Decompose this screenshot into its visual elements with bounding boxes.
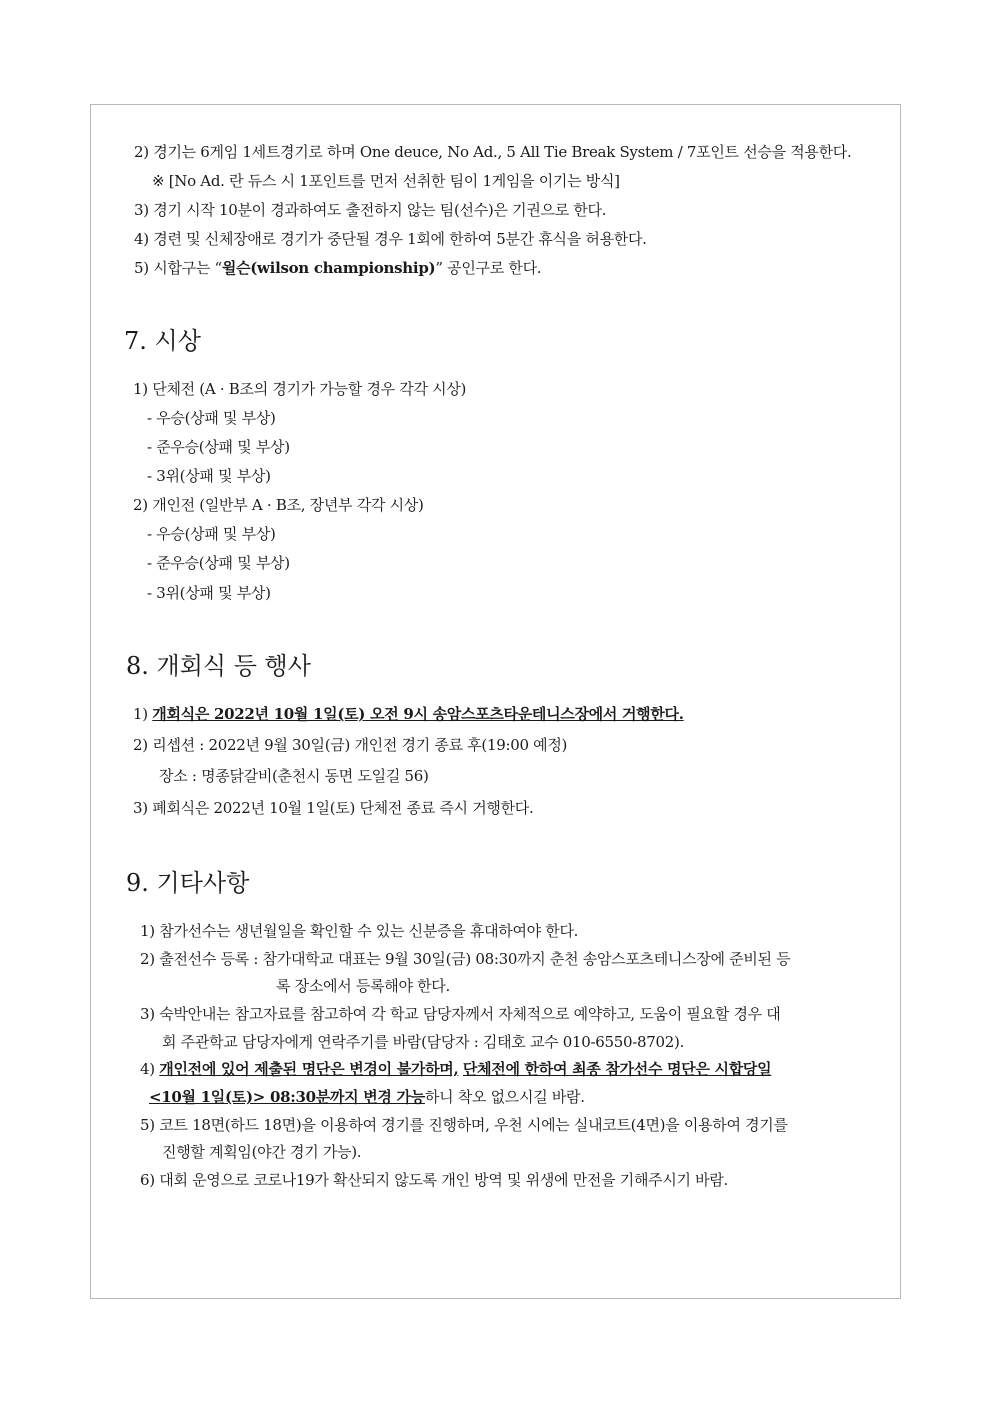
- misc-item-3: 3) 숙박안내는 참고자료를 참고하여 각 학교 담당자께서 자체적으로 예약하고, 도움이 필요할 경우 대: [140, 1005, 781, 1023]
- rule-note: ※ [No Ad. 란 듀스 시 1포인트를 먼저 선취한 팀이 1게임을 이기는 방식]: [152, 172, 620, 190]
- rule-5-prefix: 5) 시합구는 “: [134, 259, 222, 277]
- misc-item-4: [140, 1059, 771, 1079]
- opening-text: 개회식은 2022년 10월 1일(토) 오전 9시 송암스포츠타운테니스장에서 거행한다.: [152, 705, 684, 723]
- section-8-heading: 8. 개회식 등 행사: [126, 652, 311, 680]
- misc-item-1: 1) 참가선수는 생년월일을 확인할 수 있는 신분증을 휴대하여야 한다.: [140, 922, 579, 940]
- rule-4: 4) 경련 및 신체장애로 경기가 중단될 경우 1회에 한하여 5분간 휴식을 허용한다.: [134, 230, 647, 248]
- rule-3: 3) 경기 시작 10분이 경과하여도 출전하지 않는 팀(선수)은 기권으로 한다.: [134, 201, 607, 219]
- misc-item-5-cont: 진행할 계획임(야간 경기 가능).: [162, 1143, 362, 1161]
- award-line: - 3위(상패 및 부상): [147, 467, 271, 485]
- ceremony-opening: [133, 704, 684, 724]
- section-7-heading: 7. 시상: [124, 327, 201, 355]
- award-line: - 준우승(상패 및 부상): [147, 438, 290, 456]
- item-number: 1): [133, 705, 148, 723]
- notice-bold-2: 단체전에 한하여 최종 참가선수 명단은 시합당일: [462, 1060, 772, 1078]
- award-line: 2) 개인전 (일반부 A · B조, 장년부 각각 시상): [133, 496, 424, 514]
- misc-item-3-cont: 회 주관학교 담당자에게 연락주기를 바람(담당자 : 김태호 교수 010-6550-8702).: [162, 1033, 685, 1051]
- notice-bold-3: <10월 1일(토)> 08:30분까지 변경 가능: [149, 1088, 425, 1106]
- misc-item-4-cont: [149, 1087, 585, 1107]
- misc-item-2: 2) 출전선수 등록 : 참가대학교 대표는 9월 30일(금) 08:30까지 춘천 송암스포츠테니스장에 준비된 등: [140, 950, 791, 968]
- closing-line: 3) 폐회식은 2022년 10월 1일(토) 단체전 종료 즉시 거행한다.: [133, 799, 534, 817]
- rule-5-suffix: ” 공인구로 한다.: [435, 259, 542, 277]
- misc-item-6: 6) 대회 운영으로 코로나19가 확산되지 않도록 개인 방역 및 위생에 만전을 기해주시기 바람.: [140, 1171, 729, 1189]
- notice-bold-1: 개인전에 있어 제출된 명단은 변경이 불가하며,: [159, 1060, 459, 1078]
- notice-tail: 하니 착오 없으시길 바람.: [424, 1088, 585, 1106]
- rule-5-ball: 윌슨(wilson championship): [221, 259, 436, 277]
- award-line: 1) 단체전 (A · B조의 경기가 가능할 경우 각각 시상): [133, 380, 467, 398]
- reception-line: 2) 리셉션 : 2022년 9월 30일(금) 개인전 경기 종료 후(19:00 예정): [133, 736, 568, 754]
- rule-5: [134, 258, 541, 278]
- misc-item-5: 5) 코트 18면(하드 18면)을 이용하여 경기를 진행하며, 우천 시에는 실내코트(4면)을 이용하여 경기를: [140, 1116, 788, 1134]
- award-line: - 우승(상패 및 부상): [147, 409, 276, 427]
- award-line: - 3위(상패 및 부상): [147, 584, 271, 602]
- misc-item-2-cont: 록 장소에서 등록해야 한다.: [276, 977, 450, 995]
- item-number: 4): [140, 1060, 155, 1078]
- award-line: - 준우승(상패 및 부상): [147, 554, 290, 572]
- section-9-heading: 9. 기타사항: [126, 869, 250, 897]
- award-line: - 우승(상패 및 부상): [147, 525, 276, 543]
- rule-2: 2) 경기는 6게임 1세트경기로 하며 One deuce, No Ad., 5 All Tie Break System / 7포인트 선승을 적용한다.: [134, 143, 852, 161]
- reception-place: 장소 : 명종닭갈비(춘천시 동면 도일길 56): [159, 767, 429, 785]
